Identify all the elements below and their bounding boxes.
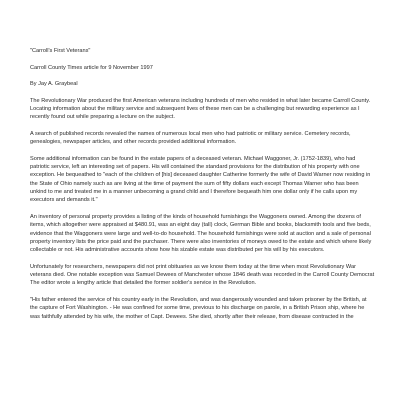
paragraph: Some additional information can be found in the estate papers of a deceased veteran. Michael Waggoner, Jr. (1752-1839), who had patriotic service, left an interesting set of papers. His will contained the standard provisions for the distribution of his property with one exception. He bequeathed to "each of the children of [his] deceased daughter Catherine formerly the wife of David Warner now residing in the State of Ohio namely such as are living at the time of payment the sum of fifty dollars each except Thomas Warner who has been unkind to me and treated me in a manner unbecoming a grand child and I therefore bequeath him one dollar only if he calls upon my executors and demands it." <box>30 155 371 204</box>
paragraph: Unfortunately for researchers, newspapers did not print obituaries as we know them today at the time when most Revolutionary War veterans died. One notable exception was Samuel Dewees of Manchester whose 1846 death was recorded in the Carroll County Democrat The editor wrote a lengthy article that detailed the former soldier's service in the Revolution. <box>30 263 375 287</box>
paragraph: A search of published records revealed the names of numerous local men who had patriotic or military service. Cemetery records, genealogies, newspaper articles, and other records provided additional information. <box>30 130 351 146</box>
article-source: Carroll County Times article for 9 November 1997 <box>30 64 153 71</box>
paragraph: The Revolutionary War produced the first American veterans including hundreds of men who resided in what later became Carroll County. Locating information about the military service and subsequent lives of these men can be a challenging but rewarding experience as I recently found out while preparing a lecture on the subject. <box>30 97 371 121</box>
article-title: "Carroll's First Veterans" <box>30 48 91 54</box>
paragraph: An inventory of personal property provides a listing of the kinds of household furnishings the Waggoners owned. Among the dozens of items, which altogether were appraised at $480.91, was an eight day (tall) clock, German Bible and books, blacksmith tools and five beds, evidence that the Waggoners were large and well-to-do household. The household furnishings were sold at auction and a sale of personal property inventory lists the price paid and the purchaser. There were also inventories of moneys owed to the estate and which where likely collectable or not. His administrative accounts show how his sizable estate was distributed per his will by his executors. <box>30 213 372 254</box>
article-body <box>30 47 375 329</box>
article-byline: By Jay A. Graybeal <box>30 81 78 88</box>
paragraph: "His father entered the service of his country early in the Revolution, and was dangerously wounded and taken prisoner by the British, at the capture of Fort Washington. - He was confined for some time, previous to his discharge on parole, in a British Prison ship, where he was faithfully attended by his wife, the mother of Capt. Dewees. She died, shortly after their release, from disease contracted in the <box>30 296 367 320</box>
